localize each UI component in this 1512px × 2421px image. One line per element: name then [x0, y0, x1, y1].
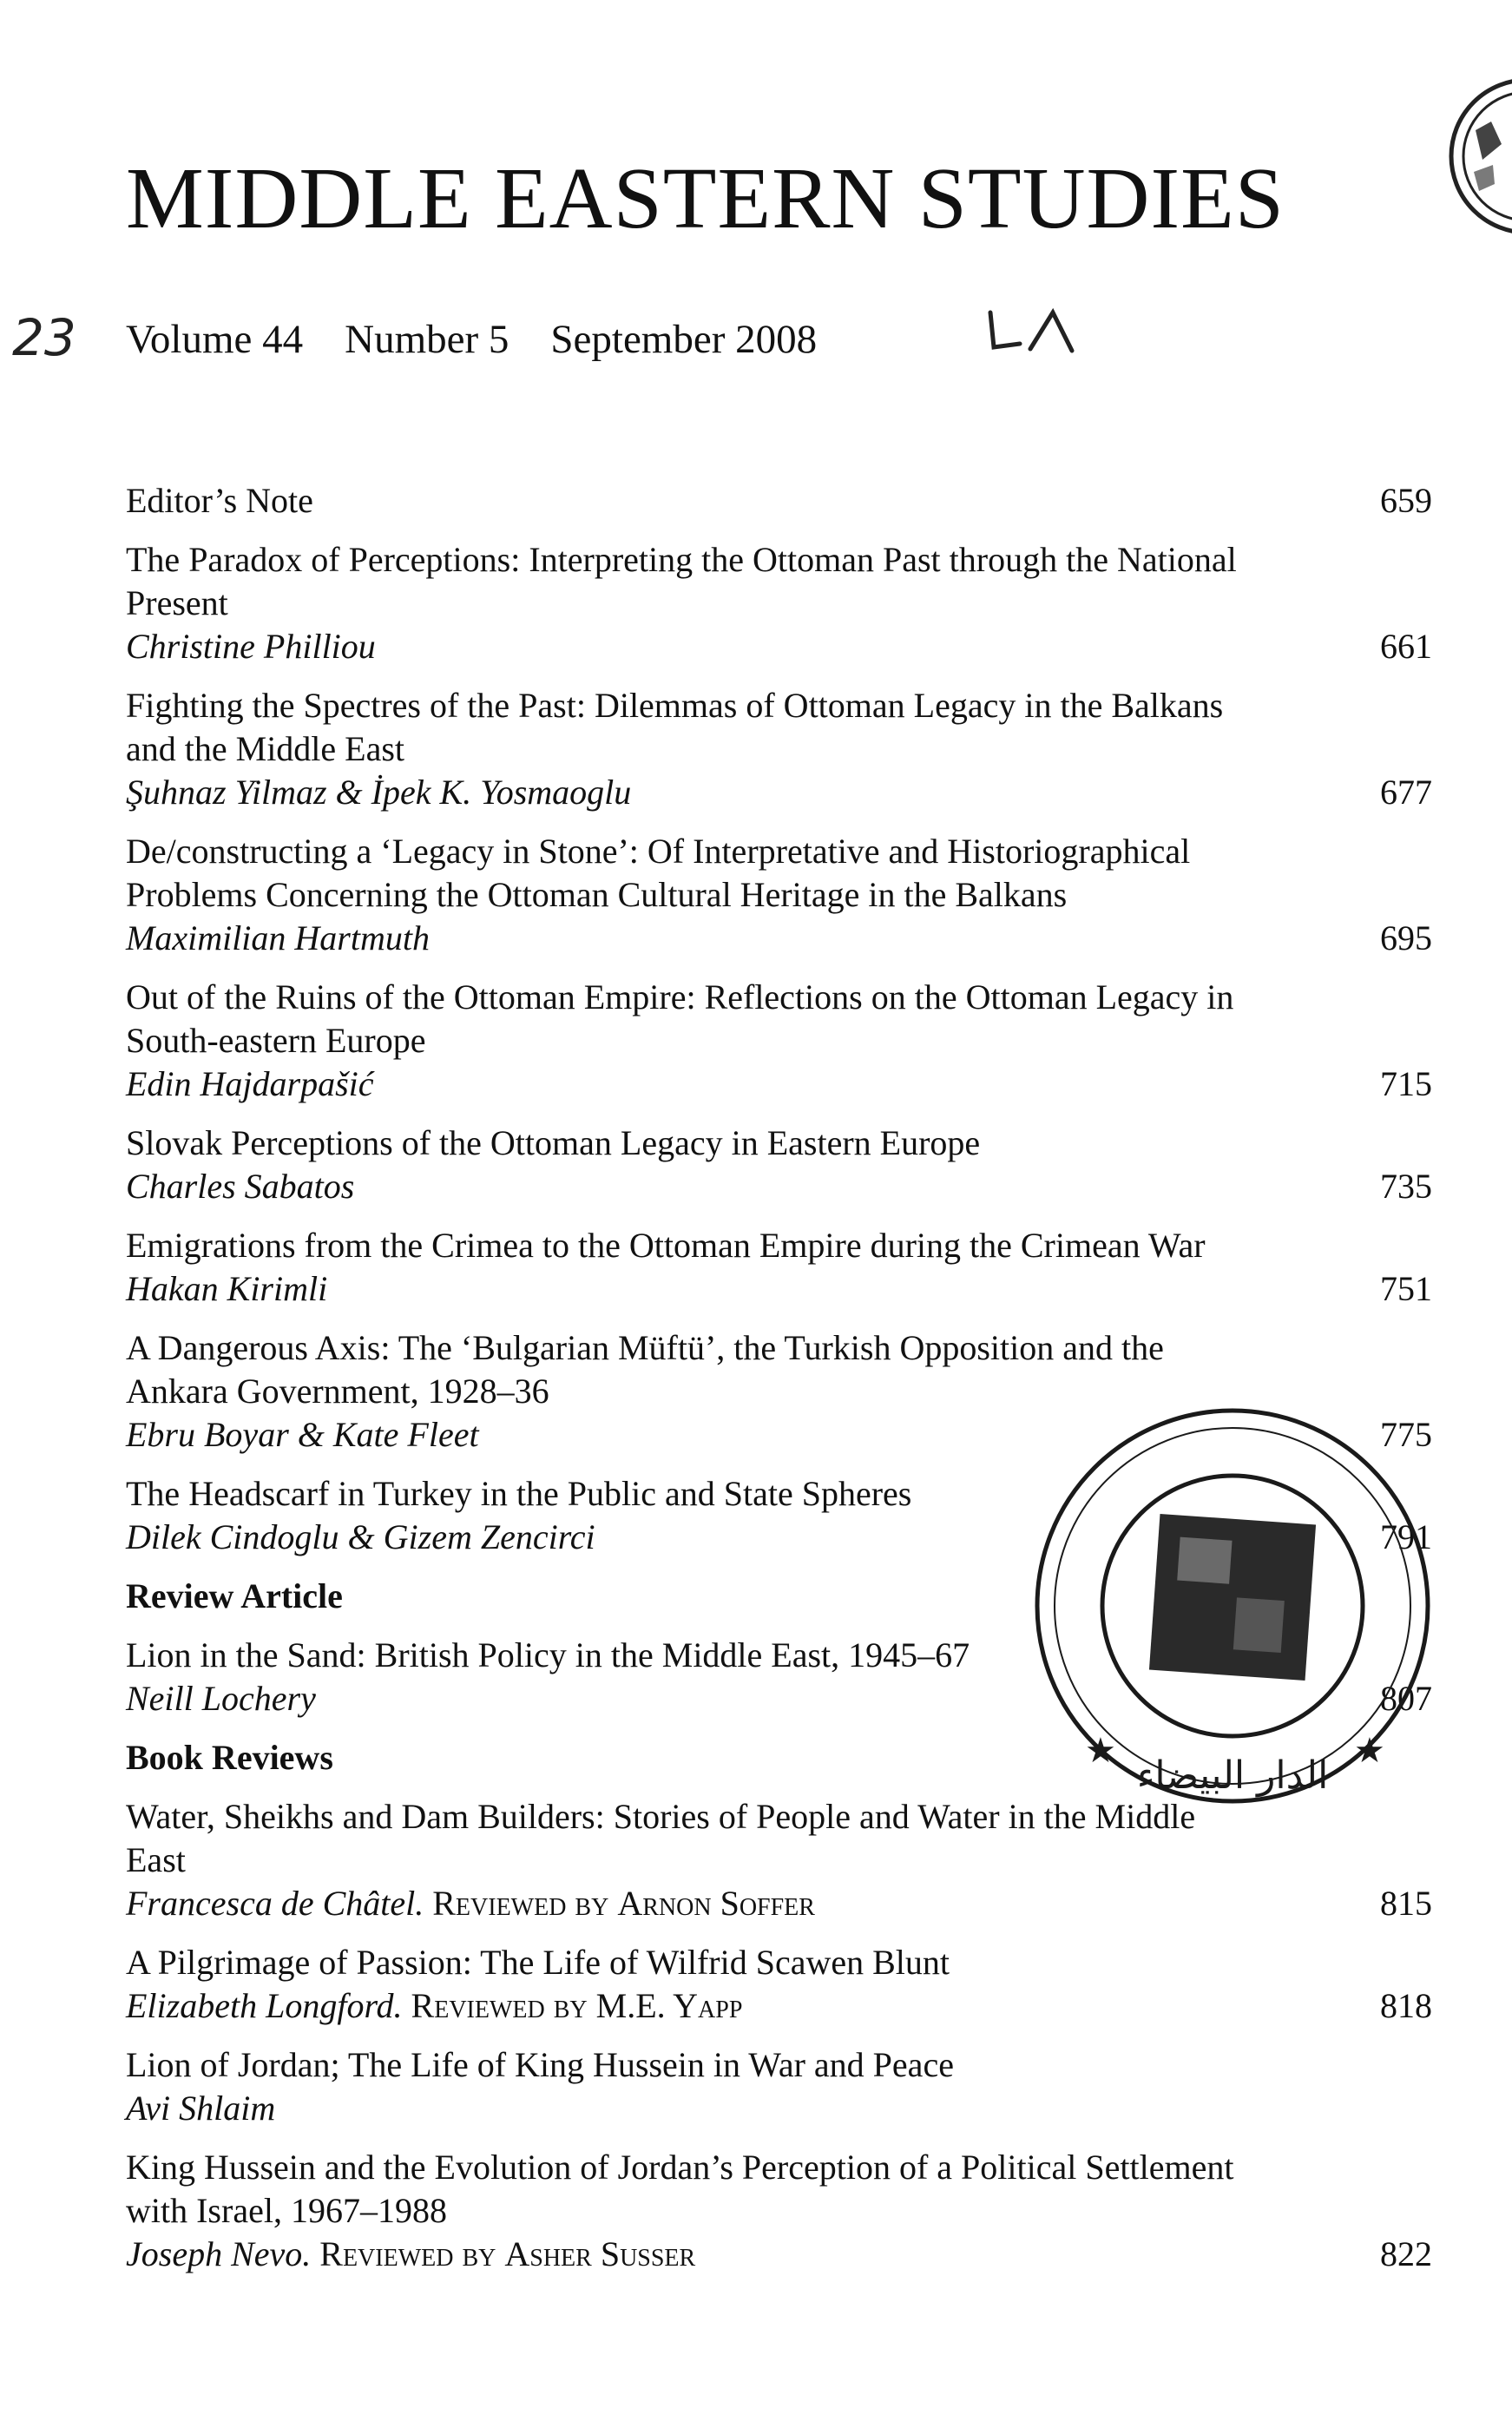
issue-line	[126, 319, 858, 360]
entry-page: 661	[1380, 627, 1432, 666]
corner-stamp-icon	[1441, 69, 1512, 247]
entry-page: 695	[1380, 918, 1432, 957]
entry-page: 815	[1380, 1884, 1432, 1923]
entry-page: 807	[1380, 1679, 1432, 1718]
entry-page: 659	[1380, 481, 1432, 520]
entry-author: Ebru Boyar & Kate Fleet	[126, 1415, 479, 1454]
book-review-entry	[126, 2146, 1432, 2276]
entry-reviewer: Arnon Soffer	[617, 1884, 815, 1923]
entry-author: Charles Sabatos	[126, 1167, 355, 1206]
entry-author: Edin Hajdarpašić	[126, 1064, 374, 1103]
journal-title: MIDDLE EASTERN STUDIES	[126, 149, 1285, 247]
book-review-entry	[126, 1941, 1432, 2028]
entry-title: The Paradox of Perceptions: Interpreting the Ottoman Past through the National Present	[126, 540, 1237, 622]
library-stamp-icon	[1016, 1398, 1450, 1819]
entry-author: Dilek Cindoglu & Gizem Zencirci	[126, 1517, 595, 1556]
entry-title: A Dangerous Axis: The ‘Bulgarian Müftü’, the Turkish Opposition and the Ankara Government, 1928–36	[126, 1328, 1164, 1411]
entry-title: Editor’s Note	[126, 481, 313, 520]
svg-text:★: ★	[1354, 1731, 1385, 1771]
entry-author: Hakan Kirimli	[126, 1269, 328, 1308]
toc-entry	[126, 976, 1432, 1106]
review-article-heading: Review Article	[126, 1576, 343, 1615]
entry-page: 677	[1380, 773, 1432, 812]
entry-author-line	[126, 1984, 1432, 2028]
toc-entry	[126, 830, 1432, 960]
entry-author: Francesca de Châtel.	[126, 1884, 424, 1923]
entry-title: A Pilgrimage of Passion: The Life of Wilfrid Scawen Blunt	[126, 1943, 950, 1982]
entry-author-line	[126, 2087, 1432, 2130]
toc-entry	[126, 1122, 1432, 1208]
entry-title: Slovak Perceptions of the Ottoman Legacy in Eastern Europe	[126, 1123, 981, 1162]
entry-page: 791	[1380, 1517, 1432, 1556]
entry-title: The Headscarf in Turkey in the Public and State Spheres	[126, 1474, 912, 1513]
entry-title: Fighting the Spectres of the Past: Dilemmas of Ottoman Legacy in the Balkans and the Middle East	[126, 686, 1224, 768]
entry-page: 818	[1380, 1986, 1432, 2025]
reviewed-by-label: Reviewed by	[319, 2234, 496, 2273]
toc-entry	[126, 684, 1432, 814]
stamp-arabic-text: الدار البيضاء	[1136, 1753, 1329, 1798]
reviewed-by-label: Reviewed by	[411, 1986, 588, 2025]
issue-number: Number 5	[345, 317, 509, 362]
table-of-contents	[126, 479, 1432, 2292]
entry-author-line	[126, 2233, 1432, 2276]
entry-page: 751	[1380, 1269, 1432, 1308]
handwritten-mark	[985, 306, 1089, 366]
volume: Volume 44	[126, 317, 304, 362]
entry-title: Lion of Jordan; The Life of King Hussein in War and Peace	[126, 2045, 954, 2084]
entry-title: De/constructing a ‘Legacy in Stone’: Of Interpretative and Historiographical Problems Concerning the Ottoman Cultural Heritage in the Balkans	[126, 832, 1191, 914]
toc-entry	[126, 1224, 1432, 1311]
entry-title: King Hussein and the Evolution of Jordan’s Perception of a Political Settlement with Israel, 1967–1988	[126, 2148, 1234, 2230]
toc-entry-editors-note	[126, 479, 1432, 523]
handwritten-number: 23	[12, 308, 76, 367]
entry-title: Water, Sheikhs and Dam Builders: Stories of People and Water in the Middle East	[126, 1797, 1196, 1879]
entry-author: Joseph Nevo.	[126, 2234, 312, 2273]
handwritten-mark-drawing	[985, 306, 1089, 358]
entry-author: Neill Lochery	[126, 1679, 316, 1718]
svg-text:★: ★	[1085, 1731, 1116, 1771]
entry-page: 715	[1380, 1064, 1432, 1103]
entry-title: Lion in the Sand: British Policy in the Middle East, 1945–67	[126, 1635, 970, 1674]
entry-title: Out of the Ruins of the Ottoman Empire: Reflections on the Ottoman Legacy in South-eastern Europe	[126, 977, 1234, 1060]
entry-reviewer: Asher Susser	[504, 2234, 696, 2273]
entry-author-line	[126, 1882, 1432, 1925]
entry-page: 735	[1380, 1167, 1432, 1206]
entry-title: Emigrations from the Crimea to the Ottoman Empire during the Crimean War	[126, 1226, 1206, 1265]
reviewed-by-label: Reviewed by	[432, 1884, 609, 1923]
book-review-entry	[126, 2043, 1432, 2130]
issue-date: September 2008	[550, 317, 818, 362]
entry-author: Avi Shlaim	[126, 2089, 276, 2128]
entry-author: Maximilian Hartmuth	[126, 918, 430, 957]
entry-reviewer: M.E. Yapp	[595, 1986, 743, 2025]
book-reviews-heading: Book Reviews	[126, 1738, 333, 1777]
toc-entry	[126, 538, 1432, 668]
entry-author: Elizabeth Longford.	[126, 1986, 403, 2025]
entry-page: 775	[1380, 1415, 1432, 1454]
entry-author: Şuhnaz Yilmaz & İpek K. Yosmaoglu	[126, 773, 632, 812]
entry-page: 822	[1380, 2234, 1432, 2273]
entry-author: Christine Philliou	[126, 627, 376, 666]
